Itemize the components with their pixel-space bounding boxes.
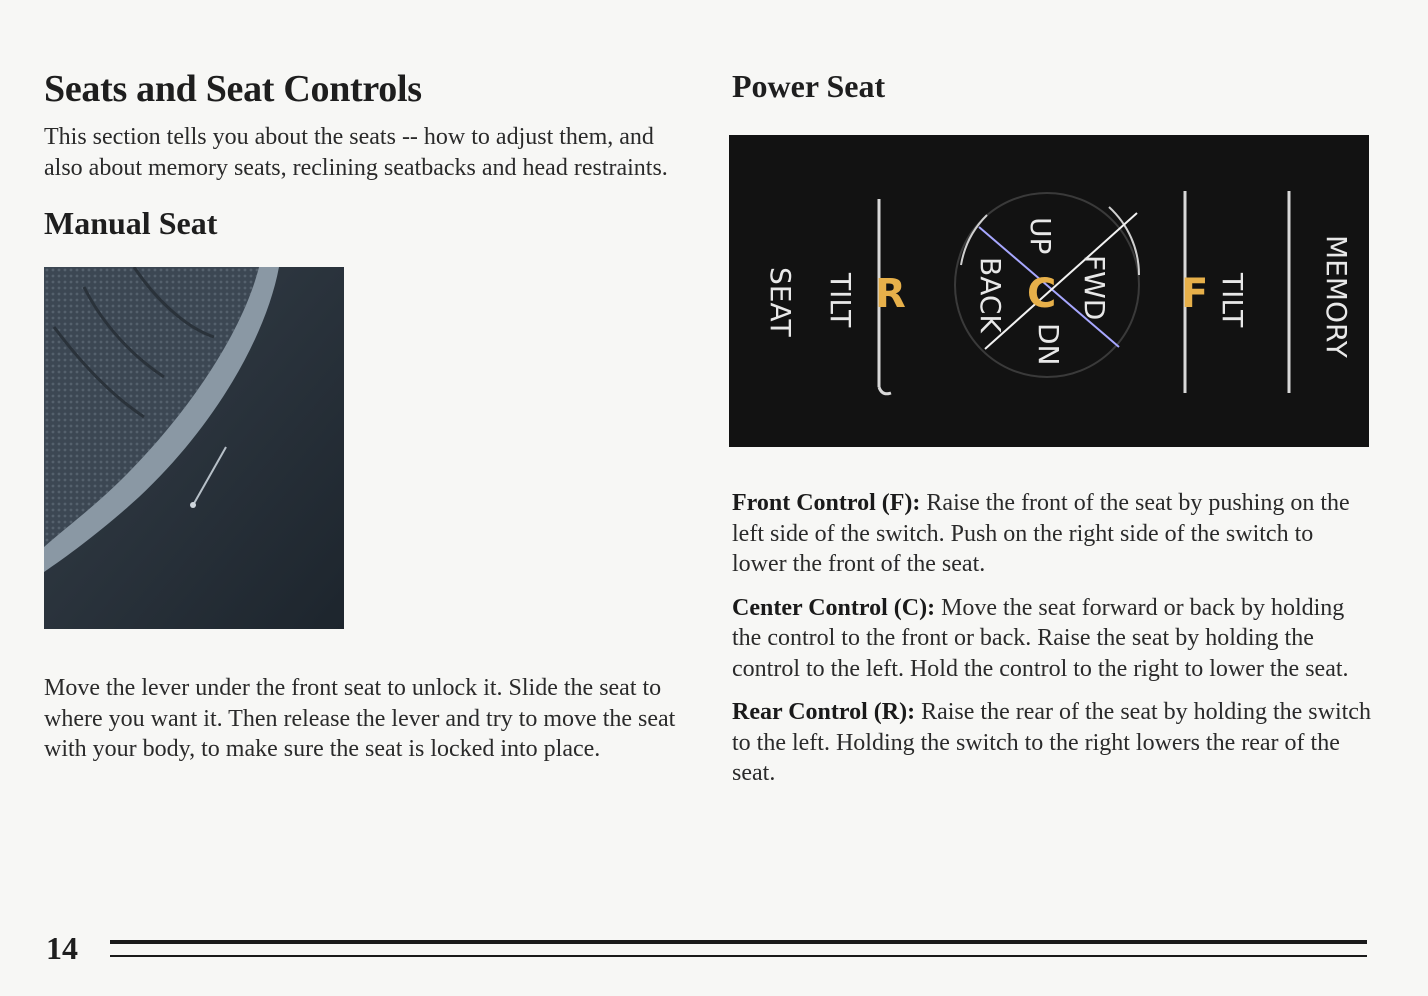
section-title: Seats and Seat Controls — [44, 68, 422, 110]
footer-rule-thick — [110, 940, 1367, 944]
tilt-left-label: TILT — [824, 273, 857, 328]
rear-control-paragraph — [732, 697, 1372, 789]
front-control-letter: F — [1181, 271, 1209, 317]
back-label: BACK — [974, 257, 1007, 333]
center-control-label: Center Control (C): — [732, 594, 936, 621]
center-control-paragraph — [732, 593, 1372, 685]
manual-seat-heading: Manual Seat — [44, 205, 218, 241]
tilt-right-label: TILT — [1216, 273, 1249, 328]
fwd-label: FWD — [1078, 255, 1111, 321]
center-control-letter: C — [1027, 271, 1057, 317]
memory-label: MEMORY — [1320, 235, 1353, 358]
front-control-text: Raise the front of the seat by pushing on the left side of the switch. Push on the right side of the switch to lower the front of the seat. — [732, 490, 1350, 577]
left-column — [44, 64, 684, 765]
dn-label: DN — [1032, 323, 1065, 366]
controls-description — [732, 488, 1372, 802]
footer-rule-thin — [110, 955, 1367, 957]
seat-label: SEAT — [764, 267, 797, 337]
manual-seat-text: Move the lever under the front seat to unlock it. Slide the seat to where you want it. Then release the lever and try to move the seat with your body, to make sure the seat is locked into place. — [44, 675, 676, 762]
power-seat-control-panel — [729, 135, 1369, 447]
rear-control-letter: R — [875, 271, 906, 317]
front-control-label: Front Control (F): — [732, 490, 921, 516]
manual-seat-photo — [44, 267, 344, 629]
rear-control-text: Raise the rear of the seat by holding the switch to the left. Holding the switch to the right lowers the rear of the seat. — [732, 699, 1371, 786]
center-control-text: Move the seat forward or back by holding the control to the front or back. Raise the seat by holding the control to the left. Hold the control to the right to lower the seat. — [732, 594, 1349, 682]
front-control-paragraph — [732, 488, 1372, 580]
up-label: UP — [1024, 217, 1057, 255]
power-seat-heading: Power Seat — [732, 68, 886, 104]
rear-control-label: Rear Control (R): — [732, 699, 916, 725]
page-number: 14 — [46, 930, 78, 966]
intro-paragraph: This section tells you about the seats -- how to adjust them, and also about memory seats, reclining seatbacks and head restraints. — [44, 124, 668, 181]
